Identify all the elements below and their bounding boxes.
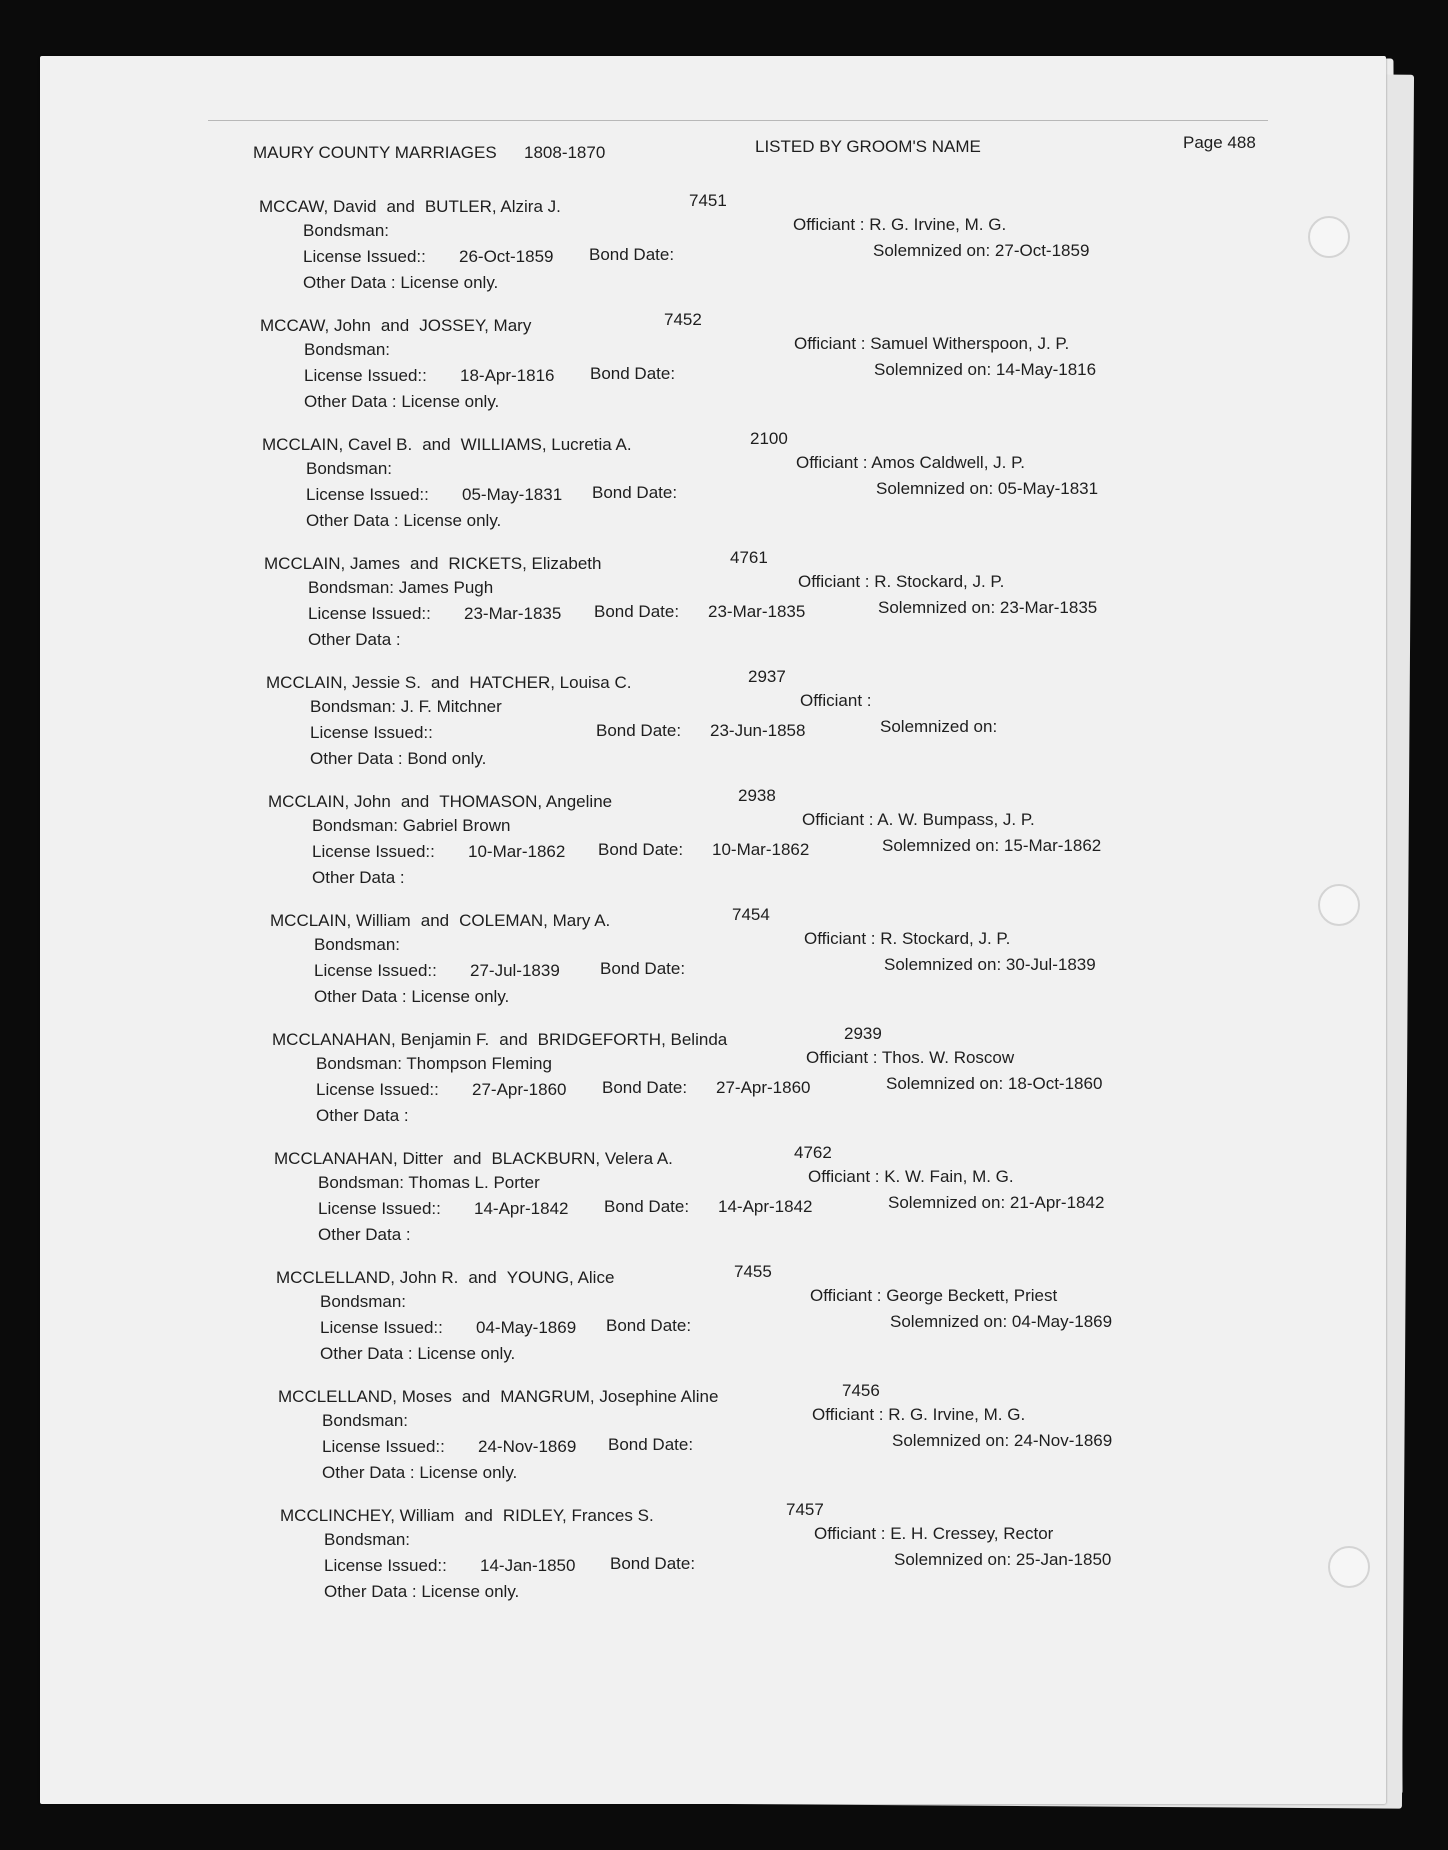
header-years: 1808-1870 xyxy=(524,143,606,162)
other-data: Other Data : License only. xyxy=(304,392,500,411)
license-label: License Issued:: xyxy=(304,366,427,385)
license-date: 14-Jan-1850 xyxy=(480,1556,576,1575)
couple-names xyxy=(272,1031,727,1048)
bondsman: Bondsman: xyxy=(314,935,400,954)
and-word: and xyxy=(461,1387,491,1406)
officiant: Officiant : R. Stockard, J. P. xyxy=(804,929,1011,948)
bride-name: BUTLER, Alzira J. xyxy=(424,197,561,216)
officiant: Officiant : R. G. Irvine, M. G. xyxy=(793,215,1007,234)
couple-names xyxy=(276,1269,614,1286)
binder-hole xyxy=(1318,884,1360,926)
other-data: Other Data : xyxy=(316,1106,409,1125)
couple-names xyxy=(280,1507,654,1524)
license-date: 23-Mar-1835 xyxy=(464,604,562,623)
solemnized: Solemnized on: 04-May-1869 xyxy=(890,1312,1113,1331)
license-label: License Issued:: xyxy=(312,842,435,861)
license-label: License Issued:: xyxy=(322,1437,445,1456)
record-number: 7454 xyxy=(732,905,770,924)
other-data: Other Data : xyxy=(312,868,405,887)
bondsman: Bondsman: Thompson Fleming xyxy=(316,1054,552,1073)
and-word: and xyxy=(468,1268,497,1287)
bondsman: Bondsman: xyxy=(306,459,392,478)
bond-date: 10-Mar-1862 xyxy=(712,840,810,859)
other-data: Other Data : xyxy=(318,1225,411,1244)
and-word: and xyxy=(430,673,460,692)
marriage-entry xyxy=(260,311,1260,430)
record-number: 2939 xyxy=(844,1024,882,1043)
groom-name: MCCLELLAND, Moses xyxy=(278,1387,452,1406)
license-label: License Issued:: xyxy=(320,1318,443,1337)
couple-names xyxy=(268,793,612,810)
officiant: Officiant : Thos. W. Roscow xyxy=(806,1048,1015,1067)
couple-names xyxy=(260,317,531,334)
license-label: License Issued:: xyxy=(303,247,426,266)
groom-name: MCCLANAHAN, Benjamin F. xyxy=(272,1030,490,1049)
solemnized: Solemnized on: 30-Jul-1839 xyxy=(884,955,1096,974)
license-date: 24-Nov-1869 xyxy=(478,1437,577,1456)
groom-name: MCCAW, David xyxy=(259,197,377,216)
bride-name: HATCHER, Louisa C. xyxy=(469,673,632,692)
marriage-entry xyxy=(276,1263,1276,1382)
license-label: License Issued:: xyxy=(306,485,429,504)
bond-label: Bond Date: xyxy=(602,1078,688,1097)
bond-label: Bond Date: xyxy=(606,1316,692,1335)
record-number: 2100 xyxy=(750,429,788,448)
bride-name: RICKETS, Elizabeth xyxy=(448,554,602,573)
couple-names xyxy=(270,912,610,929)
other-data: Other Data : Bond only. xyxy=(310,749,487,768)
bond-date: 27-Apr-1860 xyxy=(716,1078,811,1097)
solemnized: Solemnized on: 23-Mar-1835 xyxy=(878,598,1098,617)
other-data: Other Data : License only. xyxy=(322,1463,518,1482)
bride-name: COLEMAN, Mary A. xyxy=(459,911,611,930)
license-date: 18-Apr-1816 xyxy=(460,366,555,385)
bond-date: 23-Jun-1858 xyxy=(710,721,806,740)
license-label: License Issued:: xyxy=(318,1199,441,1218)
header-listed: LISTED BY GROOM'S NAME xyxy=(755,137,981,156)
officiant: Officiant : K. W. Fain, M. G. xyxy=(808,1167,1014,1186)
bond-date: 14-Apr-1842 xyxy=(718,1197,813,1216)
license-label: License Issued:: xyxy=(308,604,431,623)
bondsman: Bondsman: xyxy=(303,221,389,240)
bondsman: Bondsman: James Pugh xyxy=(308,578,494,597)
record-number: 7452 xyxy=(664,310,702,329)
bondsman: Bondsman: Thomas L. Porter xyxy=(318,1173,540,1192)
bride-name: RIDLEY, Frances S. xyxy=(502,1506,654,1525)
bond-label: Bond Date: xyxy=(598,840,684,859)
couple-names xyxy=(259,198,561,215)
bond-label: Bond Date: xyxy=(604,1197,690,1216)
bondsman: Bondsman: J. F. Mitchner xyxy=(310,697,502,716)
record-number: 7457 xyxy=(786,1500,824,1519)
groom-name: MCCAW, John xyxy=(260,316,371,335)
marriage-entry xyxy=(280,1501,1280,1620)
solemnized: Solemnized on: 25-Jan-1850 xyxy=(894,1550,1112,1569)
solemnized: Solemnized on: 27-Oct-1859 xyxy=(873,241,1090,260)
groom-name: MCCLAIN, William xyxy=(270,911,411,930)
bond-label: Bond Date: xyxy=(590,364,676,383)
solemnized: Solemnized on: xyxy=(880,717,998,736)
and-word: and xyxy=(499,1030,528,1049)
bondsman: Bondsman: Gabriel Brown xyxy=(312,816,511,835)
groom-name: MCCLAIN, John xyxy=(268,792,391,811)
page-number: Page 488 xyxy=(1183,133,1256,152)
license-date: 14-Apr-1842 xyxy=(474,1199,569,1218)
marriage-entry xyxy=(266,668,1266,787)
officiant: Officiant : E. H. Cressey, Rector xyxy=(814,1524,1054,1543)
license-date: 26-Oct-1859 xyxy=(459,247,554,266)
bond-label: Bond Date: xyxy=(592,483,678,502)
other-data: Other Data : License only. xyxy=(306,511,502,530)
and-word: and xyxy=(386,197,415,216)
license-date: 27-Jul-1839 xyxy=(470,961,560,980)
record-number: 7455 xyxy=(734,1262,772,1281)
bond-label: Bond Date: xyxy=(596,721,682,740)
groom-name: MCCLINCHEY, William xyxy=(280,1506,455,1525)
marriage-entry xyxy=(272,1025,1272,1144)
and-word: and xyxy=(420,911,450,930)
license-date: 05-May-1831 xyxy=(462,485,563,504)
and-word: and xyxy=(380,316,410,335)
solemnized: Solemnized on: 14-May-1816 xyxy=(874,360,1097,379)
marriage-entries xyxy=(259,192,1259,1620)
record-number: 2937 xyxy=(748,667,786,686)
marriage-entry xyxy=(259,192,1259,311)
bride-name: WILLIAMS, Lucretia A. xyxy=(460,435,632,454)
couple-names xyxy=(274,1150,673,1167)
other-data: Other Data : License only. xyxy=(324,1582,520,1601)
groom-name: MCCLAIN, James xyxy=(264,554,401,573)
groom-name: MCCLANAHAN, Ditter xyxy=(274,1149,444,1168)
binder-hole xyxy=(1328,1546,1370,1588)
record-number: 4761 xyxy=(730,548,768,567)
and-word: and xyxy=(464,1506,493,1525)
bond-date: 23-Mar-1835 xyxy=(708,602,806,621)
bride-name: THOMASON, Angeline xyxy=(439,792,613,811)
other-data: Other Data : License only. xyxy=(320,1344,516,1363)
marriage-entry xyxy=(270,906,1270,1025)
marriage-entry xyxy=(264,549,1264,668)
license-date: 04-May-1869 xyxy=(476,1318,577,1337)
header-county: MAURY COUNTY MARRIAGES xyxy=(253,143,497,162)
bondsman: Bondsman: xyxy=(320,1292,406,1311)
other-data: Other Data : xyxy=(308,630,401,649)
couple-names xyxy=(262,436,632,453)
license-date: 27-Apr-1860 xyxy=(472,1080,567,1099)
bondsman: Bondsman: xyxy=(322,1411,408,1430)
groom-name: MCCLAIN, Jessie S. xyxy=(266,673,421,692)
bond-label: Bond Date: xyxy=(600,959,686,978)
and-word: and xyxy=(400,792,430,811)
marriage-entry xyxy=(278,1382,1278,1501)
bride-name: BLACKBURN, Velera A. xyxy=(491,1149,673,1168)
solemnized: Solemnized on: 21-Apr-1842 xyxy=(888,1193,1105,1212)
record-number: 2938 xyxy=(738,786,776,805)
couple-names xyxy=(264,555,601,572)
and-word: and xyxy=(453,1149,482,1168)
license-label: License Issued:: xyxy=(314,961,437,980)
bride-name: BRIDGEFORTH, Belinda xyxy=(537,1030,728,1049)
license-label: License Issued:: xyxy=(324,1556,447,1575)
bondsman: Bondsman: xyxy=(304,340,390,359)
bond-label: Bond Date: xyxy=(608,1435,694,1454)
solemnized: Solemnized on: 05-May-1831 xyxy=(876,479,1099,498)
license-date: 10-Mar-1862 xyxy=(468,842,566,861)
couple-names xyxy=(278,1388,718,1405)
record-number: 7456 xyxy=(842,1381,880,1400)
groom-name: MCCLAIN, Cavel B. xyxy=(262,435,413,454)
and-word: and xyxy=(410,554,439,573)
officiant: Officiant : George Beckett, Priest xyxy=(810,1286,1058,1305)
couple-names xyxy=(266,674,632,691)
officiant: Officiant : xyxy=(800,691,872,710)
officiant: Officiant : Amos Caldwell, J. P. xyxy=(796,453,1025,472)
record-number: 7451 xyxy=(689,191,727,210)
officiant: Officiant : A. W. Bumpass, J. P. xyxy=(802,810,1035,829)
bride-name: YOUNG, Alice xyxy=(506,1268,615,1287)
marriage-entry xyxy=(274,1144,1274,1263)
officiant: Officiant : R. Stockard, J. P. xyxy=(798,572,1005,591)
and-word: and xyxy=(422,435,451,454)
other-data: Other Data : License only. xyxy=(314,987,510,1006)
bondsman: Bondsman: xyxy=(324,1530,410,1549)
binder-hole xyxy=(1308,216,1350,258)
license-label: License Issued:: xyxy=(310,723,433,742)
solemnized: Solemnized on: 18-Oct-1860 xyxy=(886,1074,1103,1093)
bride-name: MANGRUM, Josephine Aline xyxy=(500,1387,719,1406)
solemnized: Solemnized on: 24-Nov-1869 xyxy=(892,1431,1113,1450)
solemnized: Solemnized on: 15-Mar-1862 xyxy=(882,836,1102,855)
bond-label: Bond Date: xyxy=(594,602,680,621)
officiant: Officiant : Samuel Witherspoon, J. P. xyxy=(794,334,1070,353)
marriage-entry xyxy=(262,430,1262,549)
bride-name: JOSSEY, Mary xyxy=(419,316,532,335)
license-label: License Issued:: xyxy=(316,1080,439,1099)
bond-label: Bond Date: xyxy=(610,1554,696,1573)
other-data: Other Data : License only. xyxy=(303,273,499,292)
record-number: 4762 xyxy=(794,1143,832,1162)
groom-name: MCCLELLAND, John R. xyxy=(276,1268,459,1287)
bond-label: Bond Date: xyxy=(589,245,675,264)
officiant: Officiant : R. G. Irvine, M. G. xyxy=(812,1405,1026,1424)
marriage-entry xyxy=(268,787,1268,906)
page-header xyxy=(208,120,1268,167)
